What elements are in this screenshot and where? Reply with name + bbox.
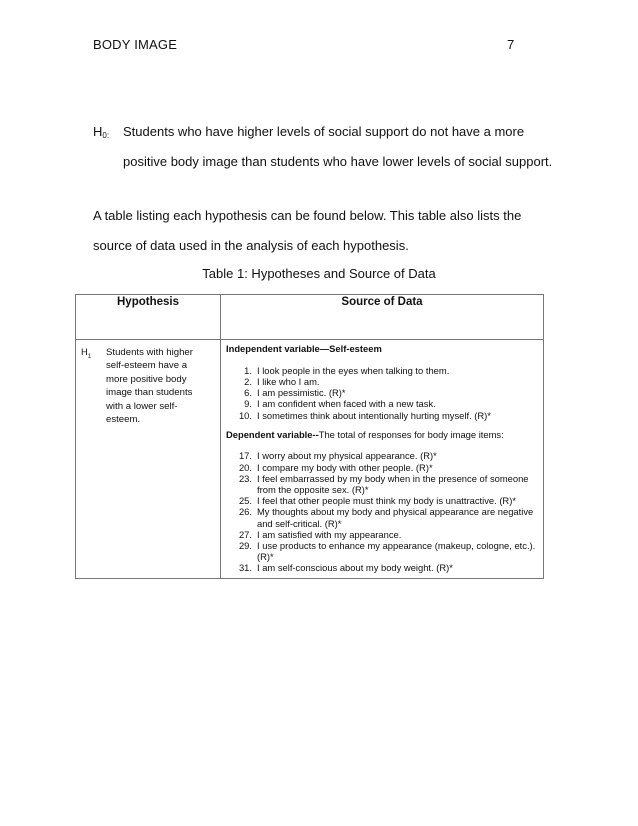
hyp-line: with a lower self- bbox=[106, 400, 178, 412]
item-text: I am satisfied with my appearance. bbox=[257, 528, 402, 540]
item-text: I like who I am. bbox=[257, 375, 320, 387]
list-item bbox=[226, 529, 537, 540]
item-number: 10. bbox=[238, 409, 252, 421]
item-number: 9. bbox=[244, 398, 252, 410]
item-number: 27. bbox=[238, 528, 252, 540]
hypothesis-text bbox=[106, 346, 216, 426]
hyp-line: more positive body bbox=[106, 373, 187, 385]
list-item bbox=[226, 410, 537, 421]
dv-heading-bold: Dependent variable-- bbox=[226, 428, 319, 440]
hypotheses-table bbox=[75, 294, 544, 579]
list-item bbox=[226, 376, 537, 387]
list-item bbox=[226, 365, 537, 376]
item-number: 6. bbox=[244, 387, 252, 399]
hypothesis-h0-label bbox=[93, 124, 109, 140]
table-caption: Table 1: Hypotheses and Source of Data bbox=[202, 266, 436, 281]
h0-text-line1: Students who have higher levels of social support do not have a more bbox=[123, 124, 525, 139]
running-head: BODY IMAGE bbox=[93, 37, 178, 52]
hyp-line: esteem. bbox=[106, 414, 141, 426]
list-item bbox=[226, 398, 537, 409]
list-item bbox=[226, 473, 537, 495]
paragraph-line2: source of data used in the analysis of each hypothesis. bbox=[93, 238, 409, 253]
h0-label-subscript: 0: bbox=[102, 131, 110, 140]
page-number: 7 bbox=[507, 37, 515, 52]
item-number: 1. bbox=[244, 364, 252, 376]
item-text: I am pessimistic. (R)* bbox=[257, 387, 346, 399]
item-number: 31. bbox=[238, 562, 252, 574]
column-header-source: Source of Data bbox=[221, 295, 544, 340]
list-item bbox=[226, 387, 537, 398]
h0-text-line2: positive body image than students who have lower levels of social support. bbox=[123, 154, 553, 169]
dependent-variable-heading bbox=[226, 430, 537, 441]
item-text: I am confident when faced with a new task. bbox=[257, 398, 436, 410]
dv-heading-rest: The total of responses for body image items: bbox=[318, 428, 504, 440]
iv-item-list bbox=[226, 365, 537, 421]
list-item bbox=[226, 506, 537, 528]
hyp-line: image than students bbox=[106, 387, 193, 399]
item-number: 20. bbox=[238, 461, 252, 473]
hyp-line: self-esteem have a bbox=[106, 360, 188, 372]
hyp-id-subscript: 1 bbox=[87, 353, 92, 360]
item-text: I sometimes think about intentionally hurting myself. (R)* bbox=[257, 409, 491, 421]
list-item bbox=[226, 540, 537, 562]
item-text: I feel embarrassed by my body when in the presence of someone from the opposite sex. (R)* bbox=[257, 472, 529, 496]
item-number: 23. bbox=[238, 472, 252, 484]
list-item bbox=[226, 450, 537, 461]
hyp-line: Students with higher bbox=[106, 347, 193, 358]
item-text: I compare my body with other people. (R)* bbox=[257, 461, 433, 473]
item-number: 26. bbox=[238, 506, 252, 518]
list-item bbox=[226, 462, 537, 473]
h0-label-letter: H bbox=[93, 124, 103, 139]
hypothesis-id bbox=[81, 346, 106, 426]
column-header-hypothesis: Hypothesis bbox=[76, 295, 221, 340]
list-item bbox=[226, 562, 537, 573]
item-text: I worry about my physical appearance. (R)* bbox=[257, 450, 437, 462]
paragraph-line1: A table listing each hypothesis can be found below. This table also lists the bbox=[93, 208, 522, 223]
item-number: 25. bbox=[238, 495, 252, 507]
table-header-row bbox=[76, 295, 544, 340]
item-number: 17. bbox=[238, 450, 252, 462]
item-number: 29. bbox=[238, 540, 252, 552]
item-text: I am self-conscious about my body weight. (R)* bbox=[257, 562, 453, 574]
item-text: I look people in the eyes when talking to them. bbox=[257, 364, 450, 376]
item-text: I use products to enhance my appearance (makeup, cologne, etc.). (R)* bbox=[257, 540, 536, 563]
item-text: My thoughts about my body and physical appearance are negative and self-critical. (R)* bbox=[257, 506, 534, 529]
item-text: I feel that other people must think my body is unattractive. (R)* bbox=[257, 495, 516, 507]
item-number: 2. bbox=[244, 375, 252, 387]
dv-item-list bbox=[226, 450, 537, 573]
hyp-id-letter: H bbox=[81, 346, 88, 357]
list-item bbox=[226, 495, 537, 506]
source-cell bbox=[221, 340, 544, 579]
table-row bbox=[76, 340, 544, 579]
independent-variable-heading: Independent variable—Self-esteem bbox=[226, 343, 382, 354]
hypothesis-cell bbox=[76, 340, 221, 579]
